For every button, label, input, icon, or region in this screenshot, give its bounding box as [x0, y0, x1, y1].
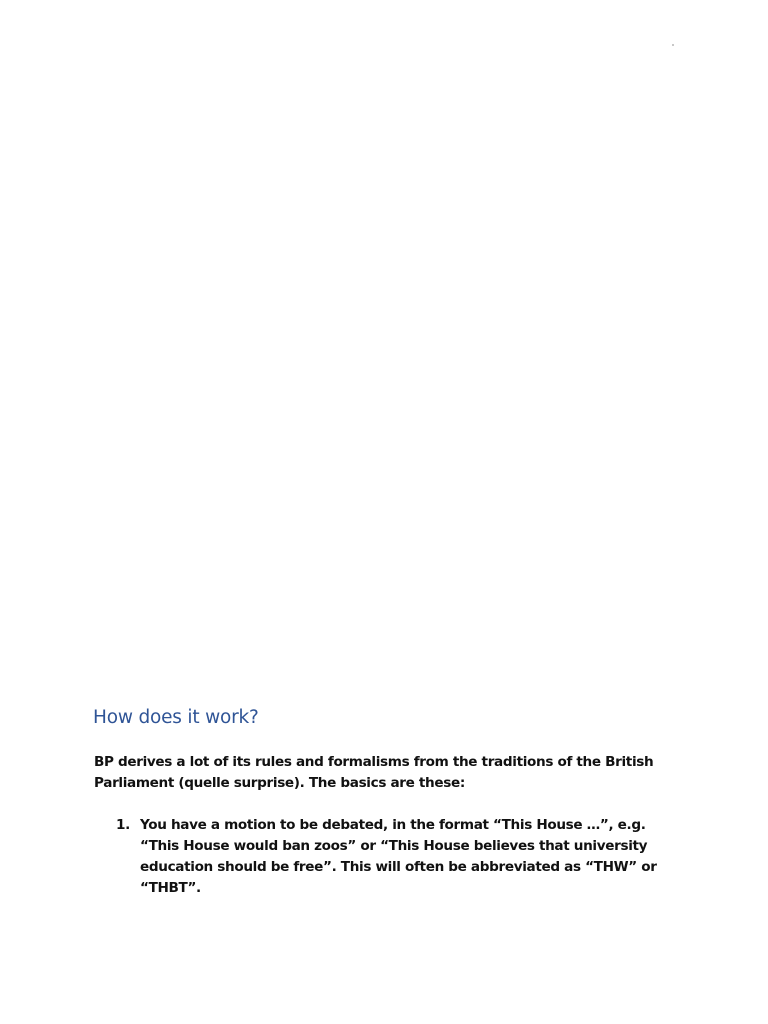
list-item	[94, 815, 674, 899]
list-item-number: 1.	[116, 817, 130, 833]
intro-paragraph: BP derives a lot of its rules and formalisms from the traditions of the British Parliament (quelle surprise). The basics are these:	[94, 754, 654, 791]
steps-list	[94, 815, 674, 899]
list-item-text: You have a motion to be debated, in the format “This House …”, e.g. “This House would ban zoos” or “This House believes that university education should be free”. This will often be abbreviated as “THW” or “THBT”.	[140, 817, 657, 896]
section-heading: How does it work?	[93, 707, 259, 728]
page-corner-mark	[672, 44, 674, 46]
